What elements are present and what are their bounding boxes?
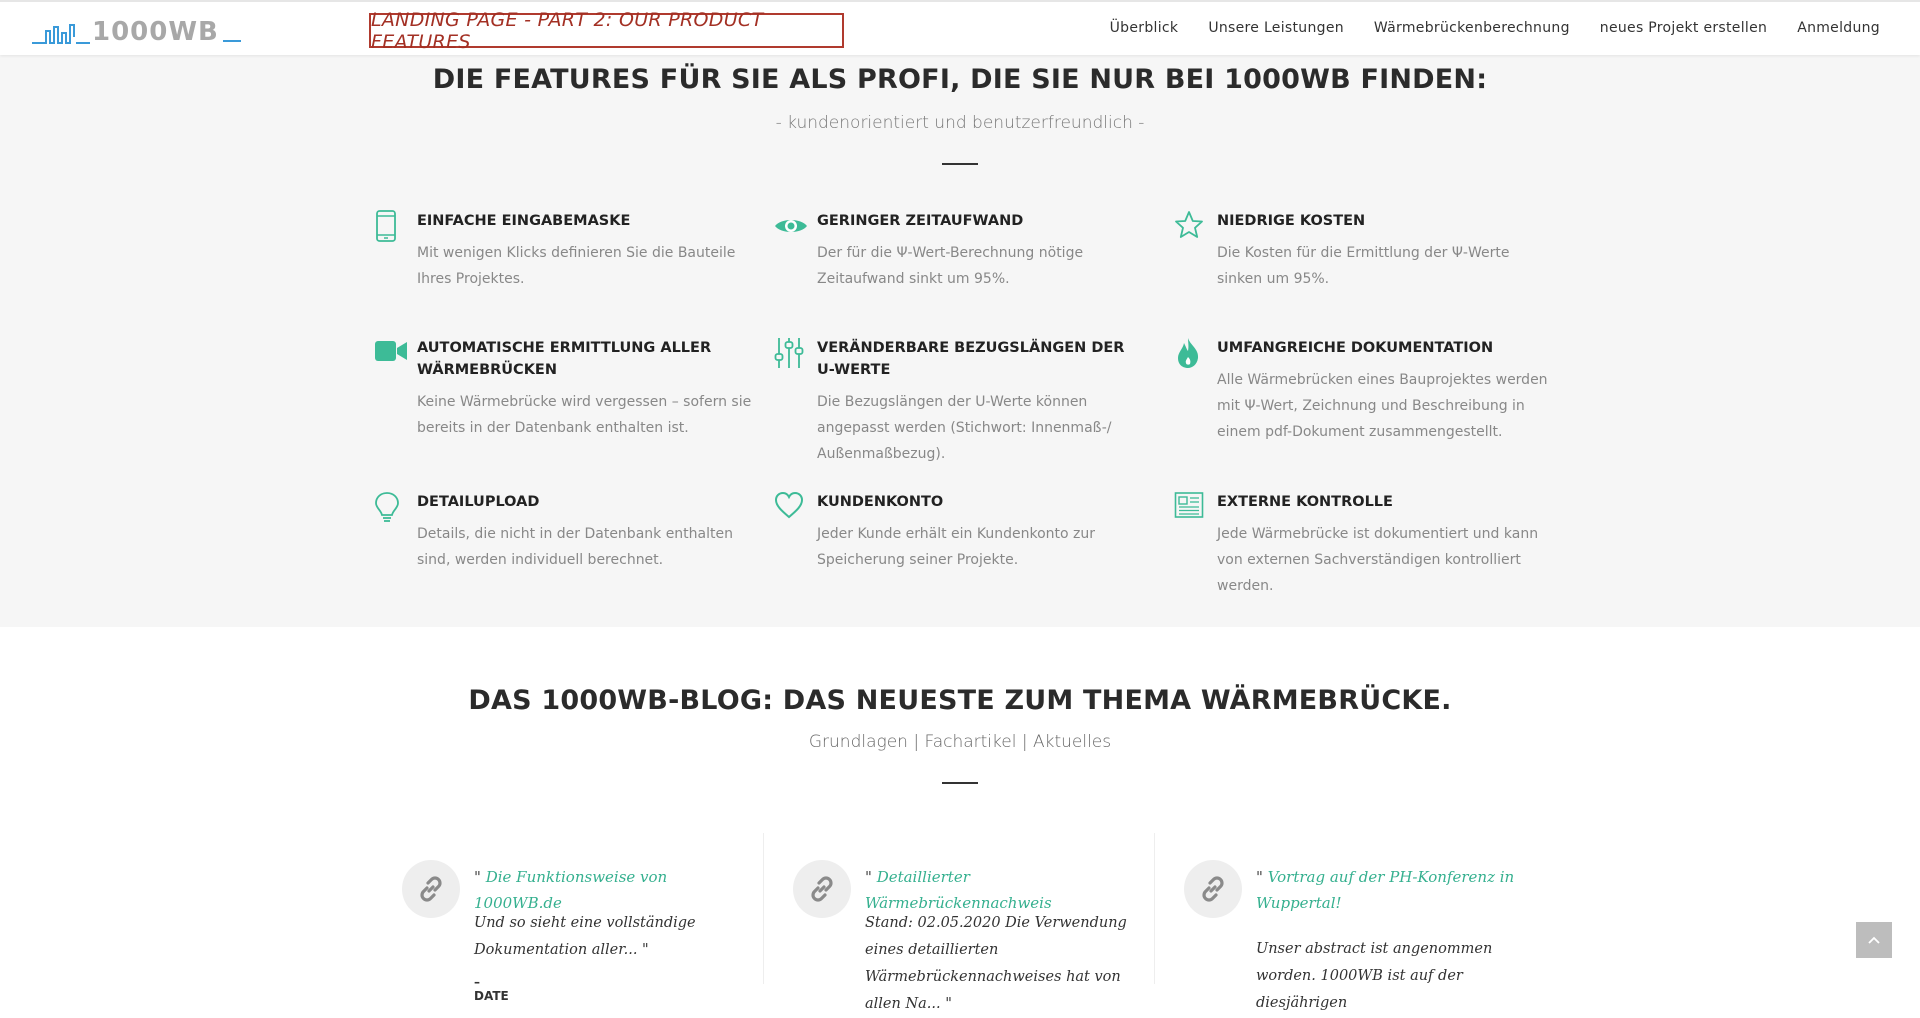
feature-title: AUTOMATISCHE ERMITTLUNG ALLER WÄRMEBRÜCKEN bbox=[417, 340, 712, 378]
quote-mark: " bbox=[1256, 868, 1263, 886]
feature-text: Die Bezugslängen der U-Werte können angepasst werden (Stichwort: Innenmaß-/ Außenmaßbezug). bbox=[817, 394, 1112, 462]
feature-text: Details, die nicht in der Datenbank enthalten sind, werden individuell berechnet. bbox=[417, 526, 733, 568]
nav-waermebrueckenberechnung[interactable]: Wärmebrückenberechnung bbox=[1373, 20, 1570, 36]
skyline-logo-icon bbox=[32, 23, 90, 45]
feature-title: NIEDRIGE KOSTEN bbox=[1217, 213, 1366, 229]
blog-post-excerpt: Und so sieht eine vollständige Dokumentation aller... " bbox=[474, 915, 696, 958]
column-divider bbox=[763, 833, 764, 984]
feature-title: EINFACHE EINGABEMASKE bbox=[417, 213, 631, 229]
blog-post-excerpt: Stand: 02.05.2020 Die Verwendung eines detaillierten Wärmebrückennachweises hat von allen Na... " bbox=[865, 915, 1127, 1012]
features-title: DIE FEATURES FÜR SIE ALS PROFI, DIE SIE NUR BEI 1000WB FINDEN: bbox=[432, 64, 1488, 95]
tablet-icon bbox=[374, 210, 404, 242]
blog-post-link[interactable] bbox=[1256, 864, 1526, 916]
heart-icon bbox=[774, 491, 804, 523]
nav-anmeldung[interactable]: Anmeldung bbox=[1797, 20, 1880, 36]
feature-text: Mit wenigen Klicks definieren Sie die Bauteile Ihres Projektes. bbox=[417, 245, 736, 287]
main-nav bbox=[1080, 20, 1880, 36]
logo-underline bbox=[223, 40, 241, 42]
features-divider bbox=[942, 163, 978, 165]
feature-title: DETAILUPLOAD bbox=[417, 494, 540, 510]
blog-post-date: – DATE bbox=[474, 975, 509, 1003]
feature-text: Der für die Ψ-Wert-Berechnung nötige Zeitaufwand sinkt um 95%. bbox=[817, 245, 1084, 287]
column-divider bbox=[1154, 833, 1155, 984]
feature-title: VERÄNDERBARE BEZUGSLÄNGEN DER U-WERTE bbox=[817, 340, 1125, 378]
flame-icon bbox=[1174, 337, 1204, 369]
link-icon[interactable] bbox=[793, 860, 851, 918]
features-subtitle: - kundenorientiert und benutzerfreundlich - bbox=[775, 113, 1145, 133]
feature-title: KUNDENKONTO bbox=[817, 494, 944, 510]
blog-divider bbox=[942, 782, 978, 784]
feature-title: EXTERNE KONTROLLE bbox=[1217, 494, 1393, 510]
feature-text: Alle Wärmebrücken eines Bauprojektes werden mit Ψ-Wert, Zeichnung und Beschreibung in einem pdf-Dokument zusammengestellt. bbox=[1217, 372, 1548, 440]
blog-post-link-text[interactable]: Detaillierter Wärmebrückennachweis bbox=[865, 868, 1052, 912]
link-icon[interactable] bbox=[1184, 860, 1242, 918]
quote-mark: " bbox=[865, 868, 872, 886]
blog-post-link-text[interactable]: Vortrag auf der PH-Konferenz in Wuppertal! bbox=[1256, 868, 1515, 912]
site-logo[interactable] bbox=[32, 15, 241, 45]
back-to-top-button[interactable] bbox=[1856, 922, 1892, 958]
chevron-up-icon bbox=[1867, 935, 1881, 945]
blog-title: DAS 1000WB-BLOG: DAS NEUESTE ZUM THEMA WÄRMEBRÜCKE. bbox=[468, 685, 1452, 716]
sliders-icon bbox=[774, 337, 804, 369]
lightbulb-icon bbox=[374, 491, 404, 523]
logo-text: 1000WB bbox=[92, 17, 219, 47]
eye-icon bbox=[774, 210, 804, 242]
feature-text: Keine Wärmebrücke wird vergessen – sofern sie bereits in der Datenbank enthalten ist. bbox=[417, 394, 752, 436]
page-banner bbox=[369, 8, 844, 53]
nav-unsere-leistungen[interactable]: Unsere Leistungen bbox=[1208, 20, 1344, 36]
blog-post-excerpt: Unser abstract ist angenommen worden. 1000WB ist auf der diesjährigen bbox=[1256, 941, 1493, 1011]
link-icon[interactable] bbox=[402, 860, 460, 918]
feature-text: Jede Wärmebrücke ist dokumentiert und kann von externen Sachverständigen kontrolliert werden. bbox=[1217, 526, 1539, 594]
feature-title: GERINGER ZEITAUFWAND bbox=[817, 213, 1024, 229]
nav-neues-projekt[interactable]: neues Projekt erstellen bbox=[1599, 20, 1768, 36]
video-camera-icon bbox=[374, 337, 404, 369]
nav-ueberblick[interactable]: Überblick bbox=[1109, 20, 1179, 36]
feature-text: Jeder Kunde erhält ein Kundenkonto zur Speicherung seiner Projekte. bbox=[817, 526, 1095, 568]
blog-subtitle: Grundlagen | Fachartikel | Aktuelles bbox=[808, 732, 1112, 752]
blog-post-link[interactable] bbox=[865, 864, 1135, 916]
quote-mark: " bbox=[474, 868, 481, 886]
banner-text: LANDING PAGE - PART 2: OUR PRODUCT FEATURES bbox=[371, 8, 764, 53]
feature-title: UMFANGREICHE DOKUMENTATION bbox=[1217, 340, 1494, 356]
newspaper-icon bbox=[1174, 491, 1204, 523]
blog-post-link-text[interactable]: Die Funktionsweise von 1000WB.de bbox=[474, 868, 668, 912]
star-icon bbox=[1174, 210, 1204, 242]
blog-post-link[interactable] bbox=[474, 864, 744, 916]
site-header bbox=[0, 0, 1920, 55]
feature-text: Die Kosten für die Ermittlung der Ψ-Werte sinken um 95%. bbox=[1217, 245, 1510, 287]
